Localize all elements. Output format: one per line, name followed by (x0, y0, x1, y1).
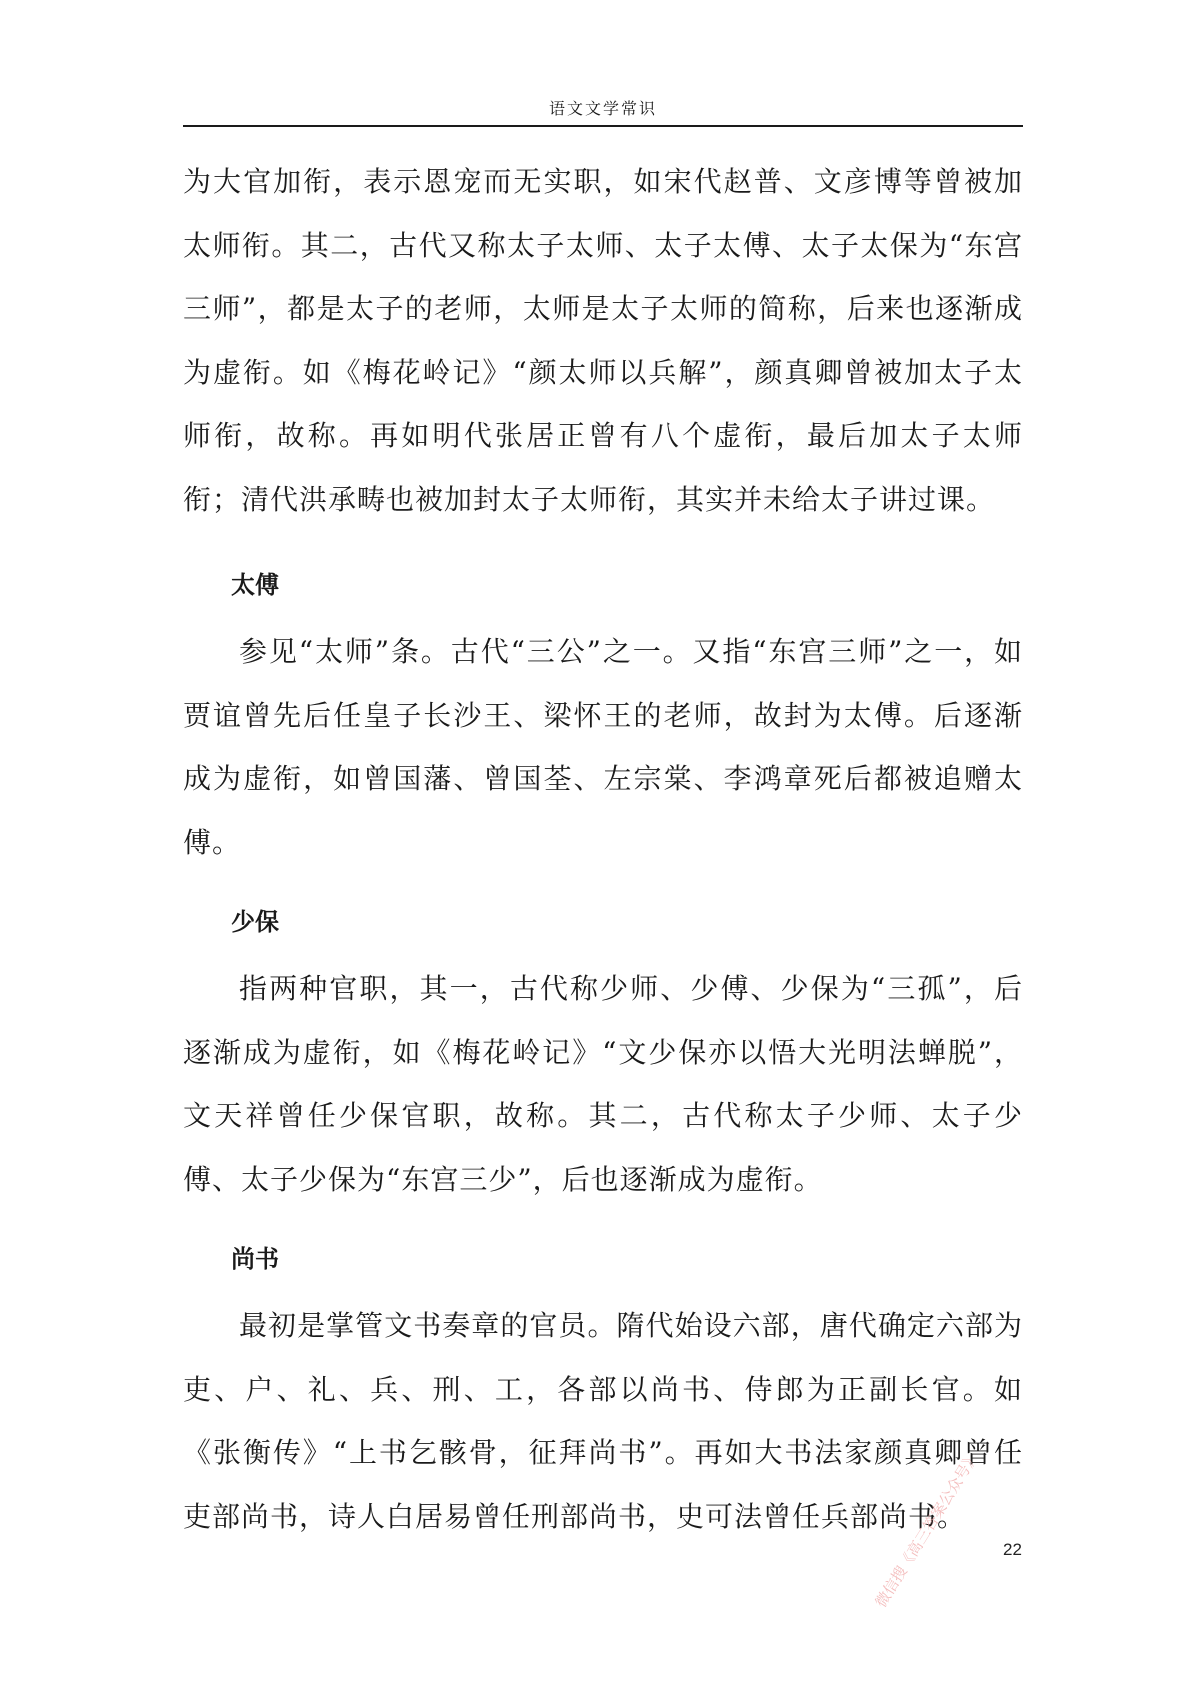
section-heading-shangshu: 尚书 (231, 1245, 279, 1273)
section-heading-taifu: 太傅 (231, 571, 279, 599)
running-header: 语文文学常识 (548, 99, 657, 118)
page-number: 22 (1003, 1540, 1022, 1559)
paragraph-taifu: 参见“太师”条。古代“三公”之一。又指“东宫三师”之一，如贾谊曾先后任皇子长沙王、梁怀王的老师，故封为太傅。后逐渐成为虚衔，如曾国藩、曾国荃、左宗棠、李鸿章死后都被追赠太傅。 (183, 635, 1023, 859)
paragraph-shangshu: 最初是掌管文书奏章的官员。隋代始设六部，唐代确定六部为吏、户、礼、兵、刑、工，各部以尚书、侍郎为正副长官。如《张衡传》“上书乞骸骨，征拜尚书”。再如大书法家颜真卿曾任吏部尚书，诗人白居易曾任刑部尚书，史可法曾任兵部尚书。 (183, 1309, 1023, 1533)
section-heading-shaobao: 少保 (231, 908, 279, 936)
paragraph-shaobao: 指两种官职，其一，古代称少师、少傅、少保为“三孤”，后逐渐成为虚衔，如《梅花岭记》“文少保亦以悟大光明法蝉脱”，文天祥曾任少保官职，故称。其二，古代称太子少师、太子少傅、太子少保为“东宫三少”，后也逐渐成为虚衔。 (183, 972, 1023, 1196)
paragraph-taishi-continued: 为大官加衔，表示恩宠而无实职，如宋代赵普、文彦博等曾被加太师衔。其二，古代又称太子太师、太子太傅、太子太保为“东宫三师”，都是太子的老师，太师是太子太师的简称，后来也逐渐成为虚衔。如《梅花岭记》“颜太师以兵解”，颜真卿曾被加太子太师衔，故称。再如明代张居正曾有八个虚衔，最后加太子太师衔；清代洪承畴也被加封太子太师衔，其实并未给太子讲过课。 (183, 165, 1023, 516)
header-divider (183, 125, 1023, 127)
watermark-stamp: 微信搜《高三答案公众号》 (871, 1448, 983, 1611)
page-body (183, 150, 1023, 1548)
